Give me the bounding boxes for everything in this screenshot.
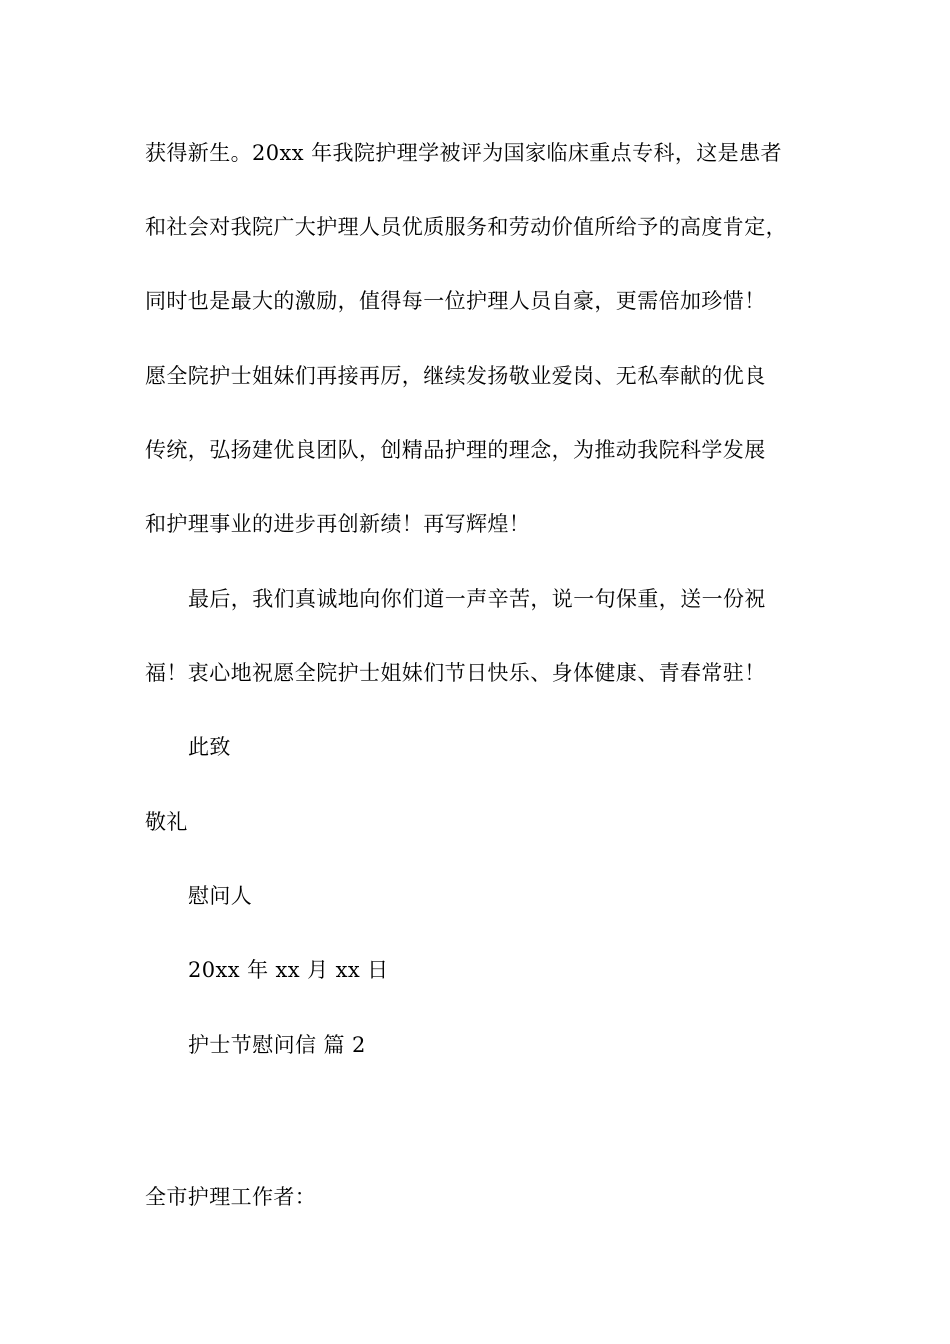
paragraph-line: 同时也是最大的激励，值得每一位护理人员自豪，更需倍加珍惜！ xyxy=(145,289,766,313)
paragraph-line: 和社会对我院广大护理人员优质服务和劳动价值所给予的高度肯定， xyxy=(145,215,787,239)
paragraph-line: 和护理事业的进步再创新绩！再写辉煌！ xyxy=(145,512,531,536)
section-title: 护士节慰问信 篇 2 xyxy=(188,1033,366,1057)
paragraph-line: 传统，弘扬建优良团队，创精品护理的理念，为推动我院科学发展 xyxy=(145,438,766,462)
signatory: 慰问人 xyxy=(188,884,253,908)
letter-greeting: 全市护理工作者： xyxy=(145,1185,317,1209)
closing-phrase: 此致 xyxy=(188,735,231,759)
paragraph-line: 最后，我们真诚地向你们道一声辛苦，说一句保重，送一份祝 xyxy=(188,587,766,611)
paragraph-line: 获得新生。20xx 年我院护理学被评为国家临床重点专科，这是患者 xyxy=(145,141,782,165)
salutation: 敬礼 xyxy=(145,810,188,834)
paragraph-line: 愿全院护士姐妹们再接再厉，继续发扬敬业爱岗、无私奉献的优良 xyxy=(145,364,766,388)
paragraph-line: 福！衷心地祝愿全院护士姐妹们节日快乐、身体健康、青春常驻！ xyxy=(145,661,766,685)
letter-date: 20xx 年 xx 月 xx 日 xyxy=(188,958,389,982)
